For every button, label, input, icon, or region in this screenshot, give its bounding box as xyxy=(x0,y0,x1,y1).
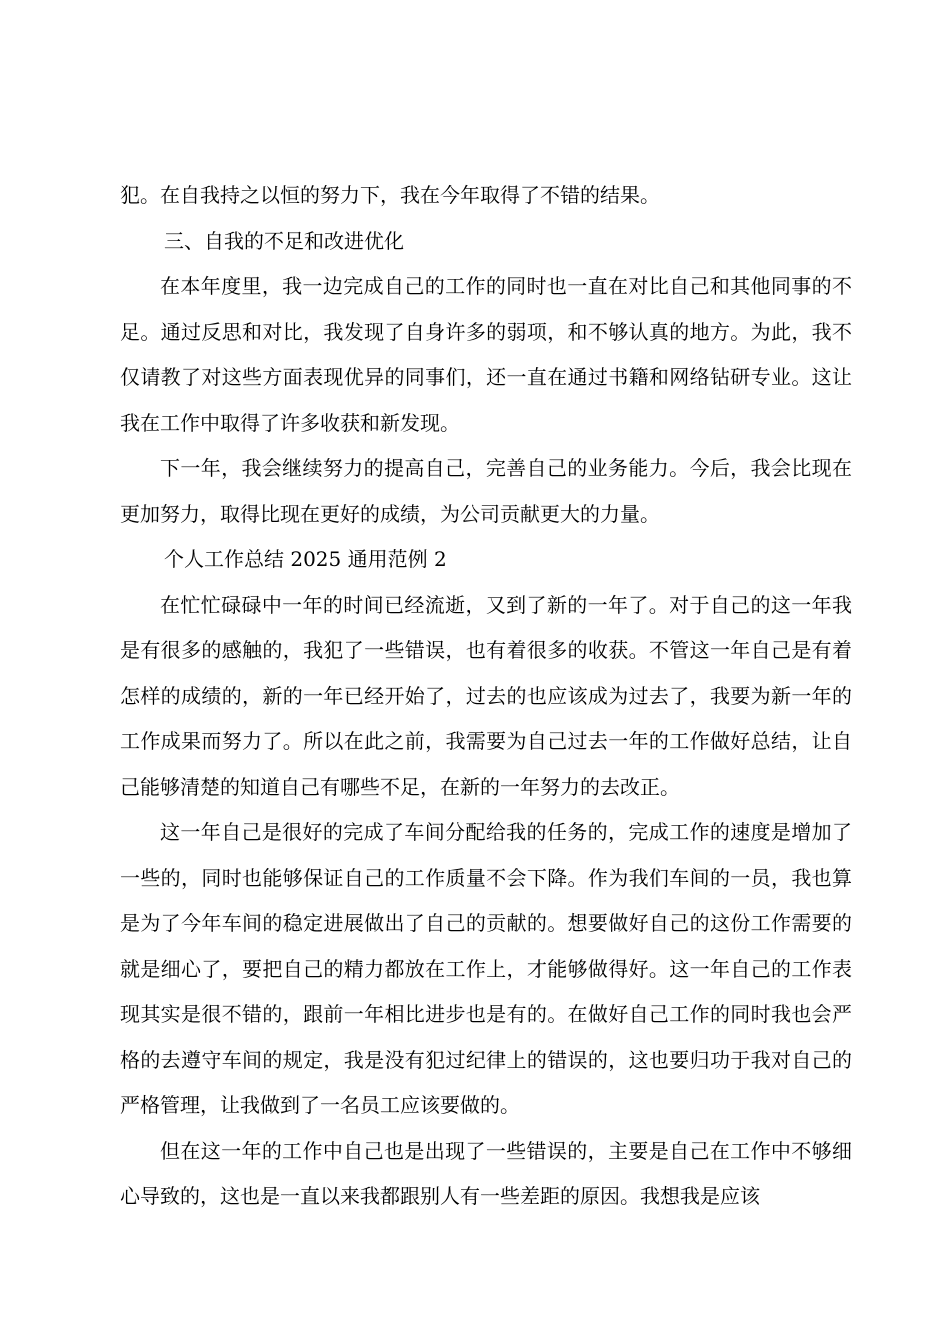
paragraph: 下一年，我会继续努力的提高自己，完善自己的业务能力。今后，我会比现在更加努力，取得比现在更好的成绩，为公司贡献更大的力量。 xyxy=(120,456,852,526)
paragraph: 在忙忙碌碌中一年的时间已经流逝，又到了新的一年了。对于自己的这一年我是有很多的感触的，我犯了一些错误，也有着很多的收获。不管这一年自己是有着怎样的成绩的，新的一年已经开始了，过去的也应该成为过去了，我要为新一年的工作成果而努力了。所以在此之前，我需要为自己过去一年的工作做好总结，让自己能够清楚的知道自己有哪些不足，在新的一年努力的去改正。 xyxy=(120,592,852,799)
paragraph: 这一年自己是很好的完成了车间分配给我的任务的，完成工作的速度是增加了一些的，同时也能够保证自己的工作质量不会下降。作为我们车间的一员，我也算是为了今年车间的稳定进展做出了自己的贡献的。想要做好自己的这份工作需要的就是细心了，要把自己的精力都放在工作上，才能够做得好。这一年自己的工作表现其实是很不错的，跟前一年相比进步也是有的。在做好自己工作的同时我也会严格的去遵守车间的规定，我是没有犯过纪律上的错误的，这也要归功于我对自己的严格管理，让我做到了一名员工应该要做的。 xyxy=(120,820,852,1117)
paragraph: 在本年度里，我一边完成自己的工作的同时也一直在对比自己和其他同事的不足。通过反思和对比，我发现了自身许多的弱项，和不够认真的地方。为此，我不仅请教了对这些方面表现优异的同事们，还一直在通过书籍和网络钻研专业。这让我在工作中取得了许多收获和新发现。 xyxy=(120,274,852,435)
section-heading-example-2: 个人工作总结 2025 通用范例 2 xyxy=(164,547,447,571)
section-heading-shortcomings: 三、自我的不足和改进优化 xyxy=(164,228,404,253)
document-body xyxy=(120,173,852,1220)
paragraph-continuation: 犯。在自我持之以恒的努力下，我在今年取得了不错的结果。 xyxy=(120,183,660,207)
paragraph: 但在这一年的工作中自己也是出现了一些错误的，主要是自己在工作中不够细心导致的，这也是一直以来我都跟别人有一些差距的原因。我想我是应该 xyxy=(120,1138,852,1208)
